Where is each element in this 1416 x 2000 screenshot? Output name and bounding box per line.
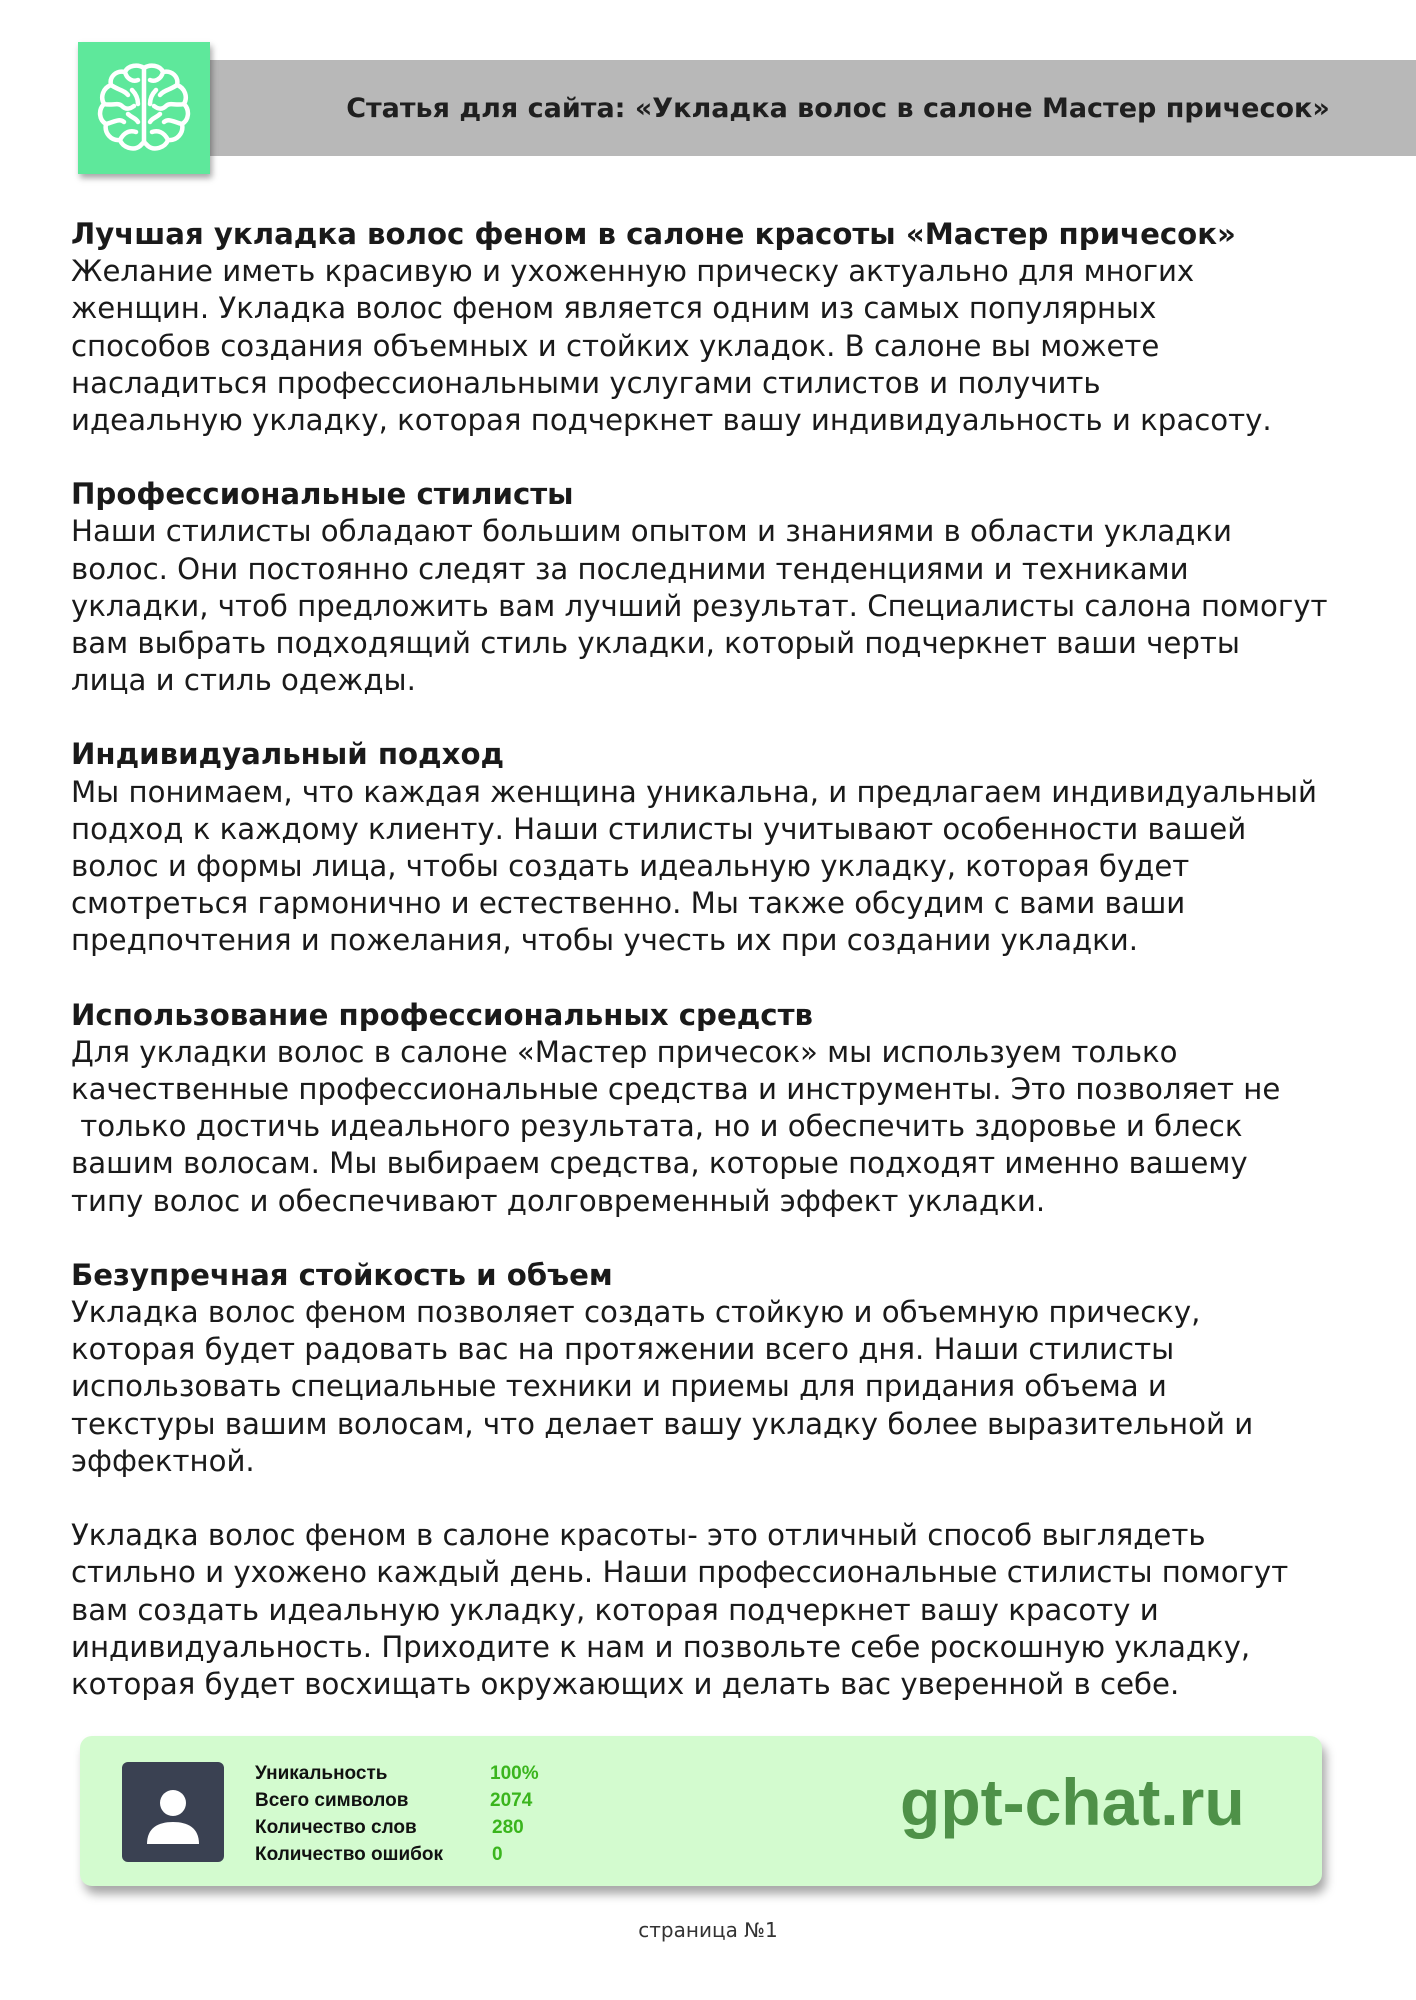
paragraph-line: укладки, чтоб предложить вам лучший результат. Специалисты салона помогут <box>71 588 1328 623</box>
brain-icon <box>94 62 194 154</box>
paragraph-line: способов создания объемных и стойких укладок. В салоне вы можете <box>71 328 1160 363</box>
stat-value-total-chars: 2074 <box>490 1790 533 1811</box>
section-heading: Использование профессиональных средств <box>71 997 814 1032</box>
section-best-styling <box>71 216 1391 439</box>
article-body <box>71 216 1391 1740</box>
paragraph-line: вам выбрать подходящий стиль укладки, который подчеркнет ваши черты <box>71 626 1240 661</box>
paragraph-line: смотреться гармонично и естественно. Мы также обсудим с вами ваши <box>71 886 1186 921</box>
paragraph-line: лица и стиль одежды. <box>71 663 416 698</box>
paragraph-line: качественные профессиональные средства и инструменты. Это позволяет не <box>71 1072 1281 1107</box>
paragraph-line: эффектной. <box>71 1443 255 1478</box>
stat-label-error-count: Количество ошибок <box>255 1844 443 1865</box>
paragraph-line: которая будет радовать вас на протяжении всего дня. Наши стилисты <box>71 1332 1175 1367</box>
paragraph-line: Укладка волос феном позволяет создать стойкую и объемную прическу, <box>71 1295 1201 1330</box>
paragraph-line: подход к каждому клиенту. Наши стилисты учитывают особенности вашей <box>71 811 1247 846</box>
paragraph-line: текстуры вашим волосам, что делает вашу укладку более выразительной и <box>71 1406 1254 1441</box>
section-durability-volume <box>71 1257 1391 1480</box>
paragraph-line: женщин. Укладка волос феном является одним из самых популярных <box>71 291 1157 326</box>
paragraph-line: насладиться профессиональными услугами стилистов и получить <box>71 365 1101 400</box>
paragraph-line: только достичь идеального результата, но и обеспечить здоровье и блеск <box>71 1109 1243 1144</box>
paragraph-line: волос. Они постоянно следят за последними тенденциями и техниками <box>71 551 1189 586</box>
page-number: страница №1 <box>638 1918 778 1942</box>
brand-wordmark: gpt-chat.ru <box>900 1765 1245 1839</box>
paragraph-line: Мы понимаем, что каждая женщина уникальна, и предлагаем индивидуальный <box>71 774 1317 809</box>
logo <box>78 42 210 174</box>
paragraph-line: идеальную укладку, которая подчеркнет вашу индивидуальность и красоту. <box>71 403 1272 438</box>
user-avatar-icon <box>122 1762 224 1862</box>
stats-card <box>80 1736 1322 1886</box>
section-stylists <box>71 476 1391 699</box>
header-bar <box>80 60 1416 156</box>
section-individual-approach <box>71 736 1391 959</box>
paragraph-line: вам создать идеальную укладку, которая подчеркнет вашу красоту и <box>71 1592 1159 1627</box>
paragraph-line: волос и формы лица, чтобы создать идеальную укладку, которая будет <box>71 849 1190 884</box>
stats-values <box>490 1760 539 1868</box>
paragraph-line: вашим волосам. Мы выбираем средства, которые подходят именно вашему <box>71 1146 1248 1181</box>
section-heading: Профессиональные стилисты <box>71 477 574 512</box>
paragraph-line: использовать специальные техники и приемы для придания объема и <box>71 1369 1167 1404</box>
paragraph-line: индивидуальность. Приходите к нам и позвольте себе роскошную укладку, <box>71 1629 1251 1664</box>
paragraph-line: стильно и ухожено каждый день. Наши профессиональные стилисты помогут <box>71 1555 1289 1590</box>
stat-label-total-chars: Всего символов <box>255 1790 409 1811</box>
paragraph-line: предпочтения и пожелания, чтобы учесть их при создании укладки. <box>71 923 1139 958</box>
paragraph-line: Укладка волос феном в салоне красоты- это отличный способ выглядеть <box>71 1518 1206 1553</box>
stat-label-word-count: Количество слов <box>255 1817 417 1838</box>
section-heading: Безупречная стойкость и объем <box>71 1257 613 1292</box>
paragraph-line: которая будет восхищать окружающих и делать вас уверенной в себе. <box>71 1666 1180 1701</box>
stat-value-word-count: 280 <box>492 1817 524 1838</box>
section-heading: Индивидуальный подход <box>71 737 505 772</box>
paragraph-line: Для укладки волос в салоне «Мастер причесок» мы используем только <box>71 1034 1178 1069</box>
paragraph-line: Наши стилисты обладают большим опытом и знаниями в области укладки <box>71 514 1232 549</box>
paragraph-line: Желание иметь красивую и ухоженную прическу актуально для многих <box>71 254 1195 289</box>
paragraph-line: типу волос и обеспечивают долговременный эффект укладки. <box>71 1183 1046 1218</box>
section-heading: Лучшая укладка волос феном в салоне красоты «Мастер причесок» <box>71 217 1236 251</box>
section-professional-products <box>71 997 1391 1220</box>
section-conclusion <box>71 1517 1391 1703</box>
page-title: Статья для сайта: «Укладка волос в салоне Мастер причесок» <box>346 92 1330 124</box>
stat-value-error-count: 0 <box>492 1844 503 1865</box>
stats-labels <box>255 1760 443 1868</box>
stat-value-uniqueness: 100% <box>490 1763 539 1784</box>
stat-label-uniqueness: Уникальность <box>255 1763 388 1784</box>
